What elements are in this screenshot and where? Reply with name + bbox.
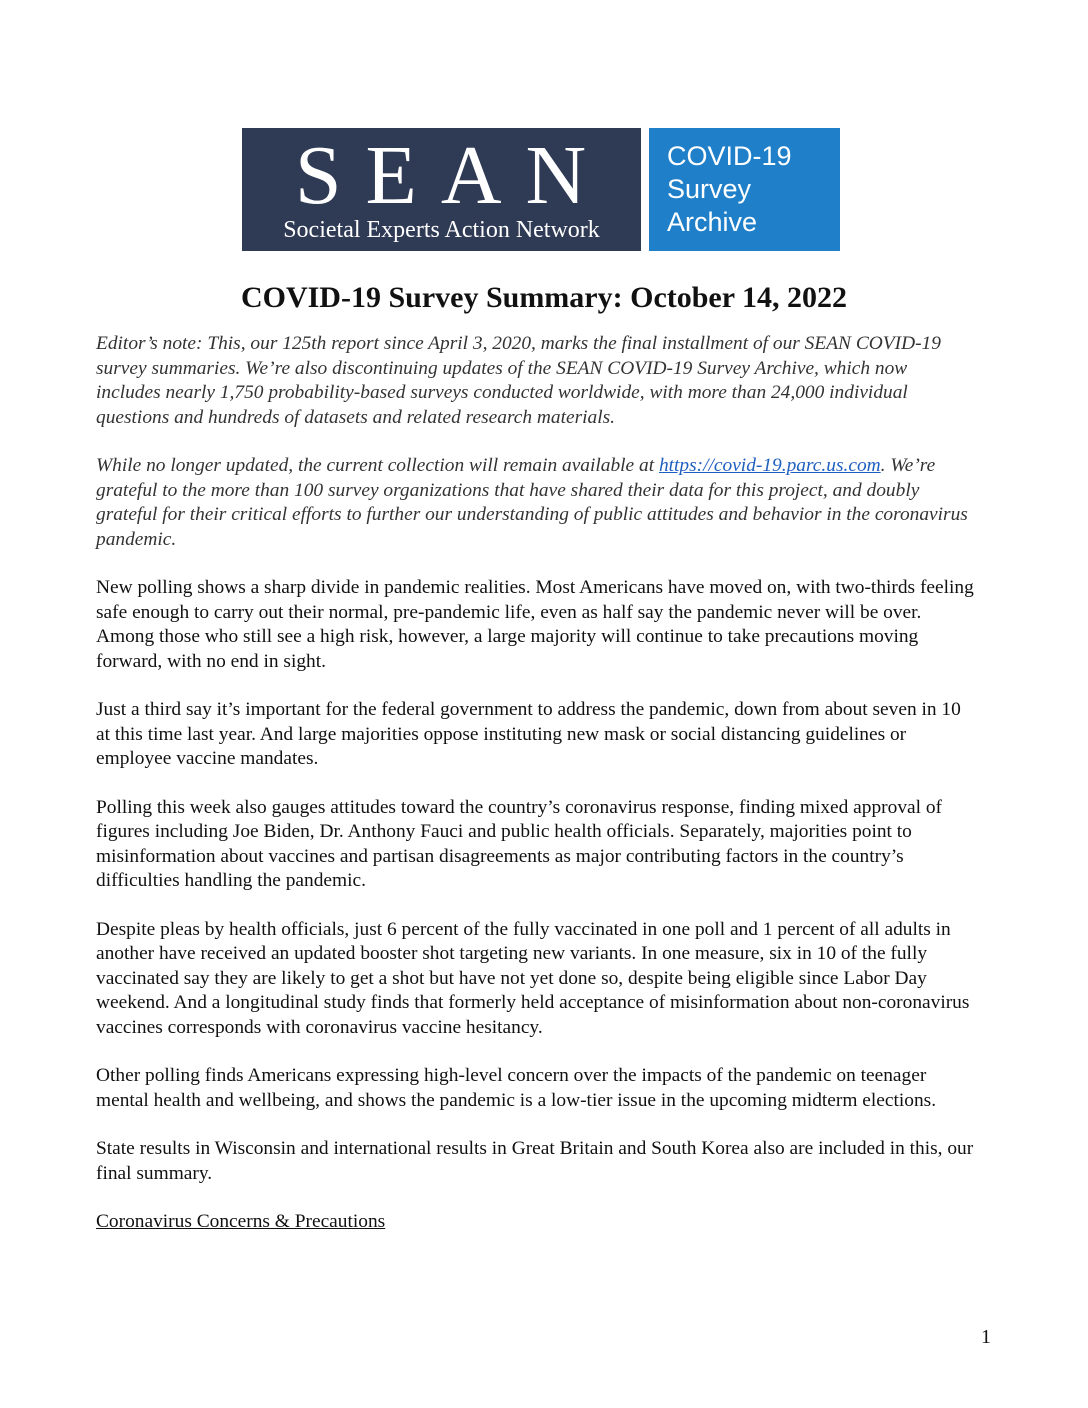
document-content <box>96 332 976 1259</box>
note-text-after-link: . We’re grateful to the more than 100 survey organizations that have shared their data for this project, and doubly grateful for their critical efforts to further our understanding of public attitudes and behavior in the coronavirus pandemic. <box>96 455 968 550</box>
logo-subtitle: Societal Experts Action Network <box>283 217 600 243</box>
sean-logo <box>242 128 840 251</box>
document-title: COVID-19 Survey Summary: October 14, 2022 <box>240 281 848 314</box>
archive-link[interactable]: https://covid-19.parc.us.com <box>658 455 881 476</box>
logo-badge-line: COVID-19 <box>667 141 792 171</box>
body-paragraph: Polling this week also gauges attitudes toward the country’s coronavirus response, finding mixed approval of figures including Joe Biden, Dr. Anthony Fauci and public health officials. Separately, majorities point to misinformation about vaccines and partisan disagreements as major contributing factors in the country’s difficulties handling the pandemic. <box>96 796 943 891</box>
logo-blue-panel <box>649 128 840 251</box>
body-paragraph: Despite pleas by health officials, just 6 percent of the fully vaccinated in one poll and 1 percent of all adults in another have received an updated booster shot targeting new variants. In one measure, six in 10 of the fully vaccinated say they are likely to get a shot but have not yet done so, despite being eligible since Labor Day weekend. And a longitudinal study finds that formerly held acceptance of misinformation about non-coronavirus vaccines corresponds with coronavirus vaccine hesitancy. <box>96 918 970 1038</box>
logo-divider <box>641 128 649 251</box>
body-paragraph: New polling shows a sharp divide in pandemic realities. Most Americans have moved on, with two-thirds feeling safe enough to carry out their normal, pre-pandemic life, even as half say the pandemic never will be over. Among those who still see a high risk, however, a large majority will continue to take precautions moving forward, with no end in sight. <box>96 577 974 672</box>
page-number: 1 <box>981 1326 991 1348</box>
logo-dark-panel <box>242 128 641 251</box>
body-paragraph: Just a third say it’s important for the federal government to address the pandemic, down from about seven in 10 at this time last year. And large majorities oppose instituting new mask or social distancing guidelines or employee vaccine mandates. <box>96 699 961 769</box>
note-text-before-link: While no longer updated, the current collection will remain available at <box>96 455 659 476</box>
editors-note-paragraph-with-link <box>96 454 976 552</box>
editors-note-paragraph: Editor’s note: This, our 125th report since April 3, 2020, marks the final installment of our SEAN COVID-19 survey summaries. We’re also discontinuing updates of the SEAN COVID-19 Survey Archive, which now includes nearly 1,750 probability-based surveys conducted worldwide, with more than 24,000 individual questions and hundreds of datasets and related research materials. <box>96 333 941 428</box>
logo-main-text: SEAN <box>294 129 611 222</box>
section-heading: Coronavirus Concerns & Precautions <box>96 1211 386 1232</box>
logo-badge-text <box>667 140 792 239</box>
logo-badge-line: Archive <box>667 207 758 237</box>
logo-badge-line: Survey <box>667 174 752 204</box>
body-paragraph: Other polling finds Americans expressing high-level concern over the impacts of the pandemic on teenager mental health and wellbeing, and shows the pandemic is a low-tier issue in the upcoming midterm elections. <box>96 1065 937 1111</box>
body-paragraph: State results in Wisconsin and international results in Great Britain and South Korea also are included in this, our final summary. <box>96 1138 974 1184</box>
